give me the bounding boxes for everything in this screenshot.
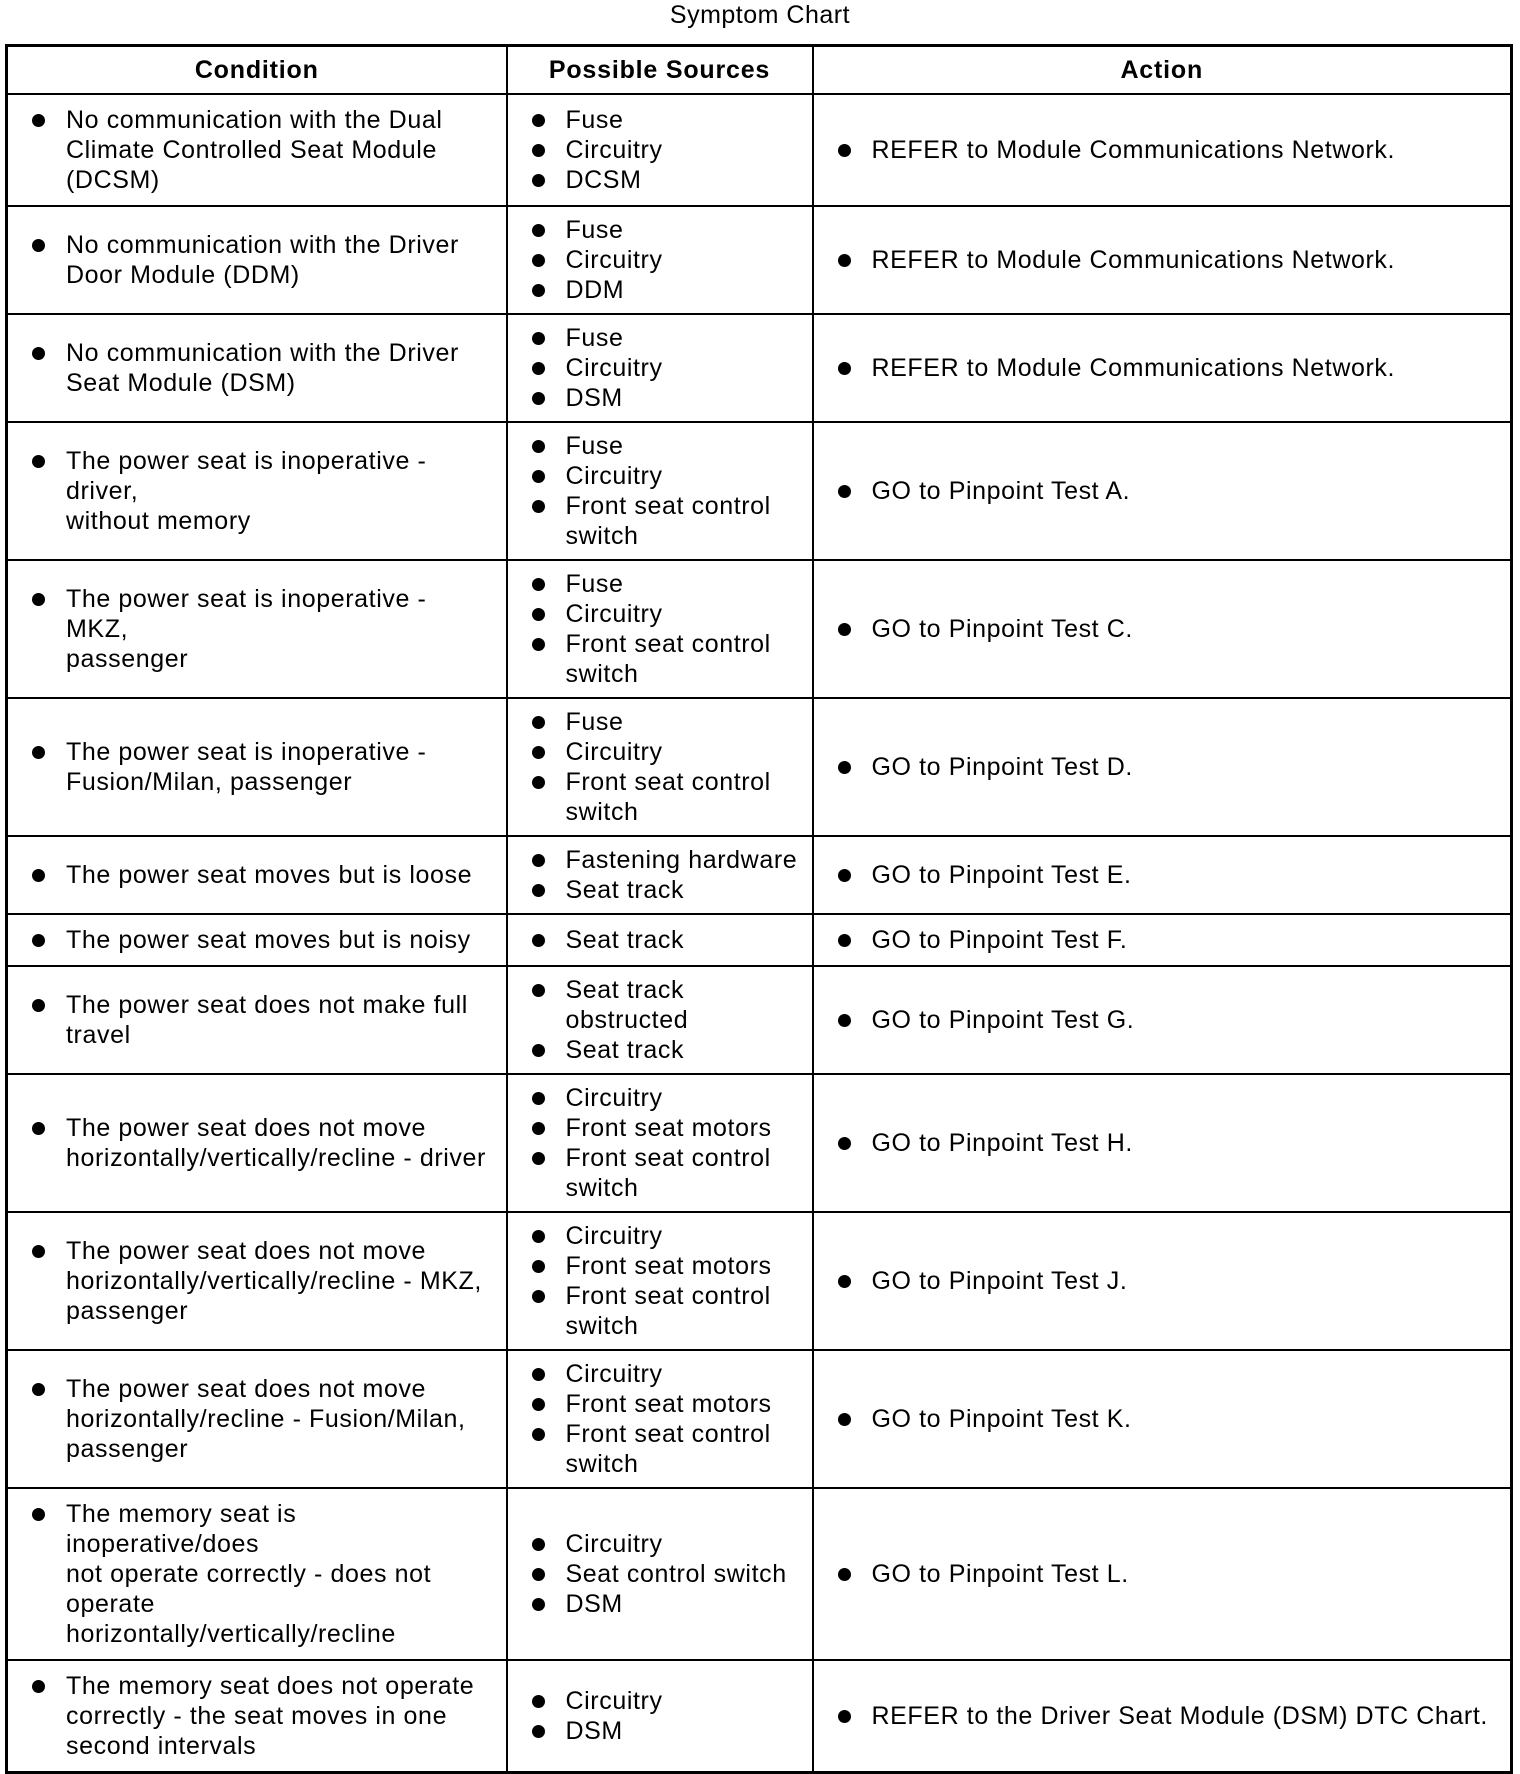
condition-text: Seat Module (DSM): [66, 369, 296, 397]
table-row: [7, 1660, 1512, 1773]
condition-item: [66, 1374, 492, 1464]
bullet-icon: [532, 144, 545, 157]
condition-text: horizontally/vertically/recline - driver: [66, 1144, 486, 1172]
bullet-icon: [838, 623, 851, 636]
source-item: [566, 1589, 804, 1619]
table-row: [7, 1350, 1512, 1488]
condition-text: The memory seat is inoperative/does: [66, 1500, 297, 1558]
source-text: Front seat motors: [565, 1114, 772, 1142]
table-row: [7, 836, 1512, 914]
condition-cell: [7, 966, 507, 1074]
condition-text: horizontally/vertically/recline - MKZ,: [66, 1267, 482, 1295]
action-item: [872, 752, 1501, 782]
source-text: Seat track obstructed: [565, 976, 689, 1034]
condition-item: [66, 230, 492, 290]
bullet-icon: [532, 1428, 545, 1441]
condition-item: [66, 737, 492, 797]
table-row: [7, 314, 1512, 422]
action-item: [872, 476, 1501, 506]
source-text: Front seat control switch: [565, 630, 771, 688]
source-text: Seat track: [565, 1036, 685, 1064]
action-text: GO to Pinpoint Test C.: [871, 615, 1133, 643]
bullet-icon: [532, 1122, 545, 1135]
sources-cell: [507, 914, 813, 966]
condition-item: [66, 1671, 492, 1761]
condition-text: Fusion/Milan, passenger: [66, 768, 353, 796]
condition-text: No communication with the Dual: [66, 106, 443, 134]
action-item: [872, 135, 1501, 165]
sources-cell: [507, 1212, 813, 1350]
source-item: [566, 629, 804, 689]
source-text: Seat track: [565, 876, 685, 904]
bullet-icon: [838, 362, 851, 375]
source-text: Front seat motors: [565, 1252, 772, 1280]
table-row: [7, 966, 1512, 1074]
sources-cell: [507, 422, 813, 560]
action-item: [872, 1128, 1501, 1158]
source-item: [566, 431, 804, 461]
condition-text: operate horizontally/vertically/recline: [66, 1590, 396, 1648]
source-item: [566, 245, 804, 275]
condition-text: The power seat moves but is noisy: [66, 926, 471, 954]
sources-cell: [507, 966, 813, 1074]
condition-text: No communication with the Driver: [66, 231, 459, 259]
action-text: GO to Pinpoint Test G.: [871, 1006, 1135, 1034]
table-row: [7, 206, 1512, 314]
condition-text: The power seat does not move: [66, 1237, 427, 1265]
condition-text: horizontally/recline - Fusion/Milan,: [66, 1405, 466, 1433]
source-item: [566, 383, 804, 413]
bullet-icon: [32, 593, 45, 606]
condition-cell: [7, 314, 507, 422]
source-text: Circuitry: [565, 1530, 663, 1558]
source-text: Circuitry: [565, 1687, 663, 1715]
condition-cell: [7, 1074, 507, 1212]
source-text: Front seat control switch: [565, 1282, 771, 1340]
bullet-icon: [532, 1290, 545, 1303]
bullet-icon: [32, 746, 45, 759]
source-item: [566, 1419, 804, 1479]
bullet-icon: [32, 1122, 45, 1135]
source-item: [566, 737, 804, 767]
condition-text: The power seat is inoperative - driver,: [66, 447, 427, 505]
action-cell: [813, 1350, 1512, 1488]
bullet-icon: [32, 455, 45, 468]
condition-cell: [7, 914, 507, 966]
action-cell: [813, 1488, 1512, 1660]
sources-cell: [507, 560, 813, 698]
condition-text: (DCSM): [66, 166, 160, 194]
bullet-icon: [532, 1152, 545, 1165]
source-item: [566, 707, 804, 737]
action-text: REFER to Module Communications Network.: [871, 354, 1396, 382]
action-text: GO to Pinpoint Test A.: [871, 477, 1131, 505]
source-item: [566, 1143, 804, 1203]
action-cell: [813, 836, 1512, 914]
bullet-icon: [532, 984, 545, 997]
condition-text: not operate correctly - does not: [66, 1560, 432, 1588]
source-text: Circuitry: [565, 246, 663, 274]
bullet-icon: [32, 239, 45, 252]
bullet-icon: [532, 1368, 545, 1381]
condition-cell: [7, 1488, 507, 1660]
action-text: GO to Pinpoint Test K.: [871, 1405, 1132, 1433]
condition-item: [66, 1236, 492, 1326]
condition-text: Door Module (DDM): [66, 261, 300, 289]
sources-cell: [507, 1660, 813, 1773]
condition-text: second intervals: [66, 1732, 257, 1760]
source-text: Fuse: [565, 324, 624, 352]
action-text: REFER to the Driver Seat Module (DSM) DTC Chart.: [871, 1702, 1488, 1730]
table-row: [7, 1074, 1512, 1212]
source-text: Fuse: [565, 106, 624, 134]
bullet-icon: [532, 224, 545, 237]
bullet-icon: [532, 1092, 545, 1105]
source-item: [566, 105, 804, 135]
condition-text: The memory seat does not operate: [66, 1672, 475, 1700]
source-text: Seat control switch: [565, 1560, 787, 1588]
action-cell: [813, 1074, 1512, 1212]
sources-cell: [507, 1350, 813, 1488]
condition-cell: [7, 698, 507, 836]
sources-cell: [507, 1488, 813, 1660]
bullet-icon: [838, 1568, 851, 1581]
source-item: [566, 599, 804, 629]
source-item: [566, 1529, 804, 1559]
action-item: [872, 925, 1501, 955]
condition-text: The power seat does not make full: [66, 991, 468, 1019]
source-text: Circuitry: [565, 354, 663, 382]
condition-item: [66, 1113, 492, 1173]
source-item: [566, 767, 804, 827]
condition-item: [66, 584, 492, 674]
source-text: DSM: [565, 1590, 623, 1618]
bullet-icon: [838, 485, 851, 498]
table-row: [7, 94, 1512, 206]
condition-item: [66, 446, 492, 536]
condition-cell: [7, 206, 507, 314]
bullet-icon: [532, 1044, 545, 1057]
source-item: [566, 925, 804, 955]
source-item: [566, 135, 804, 165]
bullet-icon: [532, 254, 545, 267]
action-cell: [813, 560, 1512, 698]
table-row: [7, 1488, 1512, 1660]
bullet-icon: [838, 254, 851, 267]
bullet-icon: [532, 1568, 545, 1581]
table-row: [7, 1212, 1512, 1350]
bullet-icon: [838, 1137, 851, 1150]
sources-cell: [507, 836, 813, 914]
bullet-icon: [532, 638, 545, 651]
header-action: Action: [813, 46, 1512, 95]
condition-text: passenger: [66, 1297, 189, 1325]
header-row: [7, 46, 1512, 95]
condition-item: [66, 925, 492, 955]
action-cell: [813, 1212, 1512, 1350]
bullet-icon: [532, 854, 545, 867]
condition-item: [66, 338, 492, 398]
condition-cell: [7, 1660, 507, 1773]
condition-cell: [7, 422, 507, 560]
source-text: DCSM: [565, 166, 642, 194]
source-item: [566, 1686, 804, 1716]
bullet-icon: [838, 1413, 851, 1426]
bullet-icon: [532, 1538, 545, 1551]
action-item: [872, 245, 1501, 275]
condition-cell: [7, 836, 507, 914]
bullet-icon: [532, 578, 545, 591]
table-row: [7, 914, 1512, 966]
source-text: Circuitry: [565, 600, 663, 628]
action-cell: [813, 206, 1512, 314]
bullet-icon: [32, 347, 45, 360]
action-item: [872, 1701, 1501, 1731]
bullet-icon: [532, 1260, 545, 1273]
condition-cell: [7, 1350, 507, 1488]
action-cell: [813, 314, 1512, 422]
action-item: [872, 614, 1501, 644]
sources-cell: [507, 698, 813, 836]
source-item: [566, 569, 804, 599]
bullet-icon: [532, 332, 545, 345]
condition-item: [66, 990, 492, 1050]
source-text: Seat track: [565, 926, 685, 954]
condition-text: passenger: [66, 1435, 189, 1463]
symptom-table: [5, 44, 1513, 1774]
source-item: [566, 215, 804, 245]
source-item: [566, 1559, 804, 1589]
action-text: GO to Pinpoint Test E.: [871, 861, 1132, 889]
source-item: [566, 323, 804, 353]
action-cell: [813, 914, 1512, 966]
bullet-icon: [32, 869, 45, 882]
source-item: [566, 491, 804, 551]
bullet-icon: [838, 1275, 851, 1288]
bullet-icon: [532, 1695, 545, 1708]
condition-item: [66, 1499, 492, 1649]
source-text: DSM: [565, 384, 623, 412]
condition-text: Climate Controlled Seat Module: [66, 136, 437, 164]
condition-cell: [7, 1212, 507, 1350]
source-item: [566, 1113, 804, 1143]
action-cell: [813, 698, 1512, 836]
table-body: [7, 94, 1512, 1773]
action-cell: [813, 966, 1512, 1074]
source-item: [566, 165, 804, 195]
source-text: Front seat control switch: [565, 768, 771, 826]
table-row: [7, 422, 1512, 560]
bullet-icon: [532, 440, 545, 453]
source-text: DDM: [565, 276, 625, 304]
bullet-icon: [532, 174, 545, 187]
source-item: [566, 1281, 804, 1341]
table-row: [7, 560, 1512, 698]
source-text: Circuitry: [565, 462, 663, 490]
page-title: Symptom Chart: [669, 1, 851, 29]
source-item: [566, 1083, 804, 1113]
bullet-icon: [838, 934, 851, 947]
bullet-icon: [32, 1245, 45, 1258]
bullet-icon: [532, 1598, 545, 1611]
bullet-icon: [838, 144, 851, 157]
bullet-icon: [532, 362, 545, 375]
sources-cell: [507, 206, 813, 314]
source-text: Front seat control switch: [565, 492, 771, 550]
source-text: Fastening hardware: [565, 846, 798, 874]
source-text: Fuse: [565, 432, 624, 460]
source-text: Circuitry: [565, 1360, 663, 1388]
source-text: Fuse: [565, 570, 624, 598]
source-item: [566, 845, 804, 875]
bullet-icon: [532, 746, 545, 759]
source-item: [566, 875, 804, 905]
action-text: REFER to Module Communications Network.: [871, 246, 1396, 274]
source-item: [566, 1716, 804, 1746]
bullet-icon: [532, 934, 545, 947]
condition-cell: [7, 94, 507, 206]
bullet-icon: [32, 1383, 45, 1396]
source-item: [566, 1221, 804, 1251]
action-text: GO to Pinpoint Test L.: [871, 1560, 1129, 1588]
bullet-icon: [838, 1014, 851, 1027]
action-cell: [813, 94, 1512, 206]
condition-text: The power seat is inoperative -: [66, 738, 427, 766]
source-item: [566, 461, 804, 491]
sources-cell: [507, 1074, 813, 1212]
action-cell: [813, 1660, 1512, 1773]
bullet-icon: [532, 1398, 545, 1411]
condition-text: No communication with the Driver: [66, 339, 459, 367]
action-item: [872, 1404, 1501, 1434]
condition-text: travel: [66, 1021, 131, 1049]
source-text: Fuse: [565, 216, 624, 244]
bullet-icon: [838, 1710, 851, 1723]
condition-text: passenger: [66, 645, 189, 673]
condition-cell: [7, 560, 507, 698]
sources-cell: [507, 94, 813, 206]
header-condition: Condition: [7, 46, 507, 95]
bullet-icon: [532, 884, 545, 897]
condition-text: The power seat moves but is loose: [66, 861, 473, 889]
action-item: [872, 1266, 1501, 1296]
bullet-icon: [532, 716, 545, 729]
bullet-icon: [532, 470, 545, 483]
action-cell: [813, 422, 1512, 560]
source-item: [566, 1389, 804, 1419]
bullet-icon: [32, 1680, 45, 1693]
action-item: [872, 353, 1501, 383]
action-item: [872, 1559, 1501, 1589]
source-text: Circuitry: [565, 136, 663, 164]
bullet-icon: [532, 500, 545, 513]
condition-item: [66, 860, 492, 890]
sources-cell: [507, 314, 813, 422]
bullet-icon: [32, 999, 45, 1012]
source-text: DSM: [565, 1717, 623, 1745]
source-text: Circuitry: [565, 738, 663, 766]
source-text: Front seat motors: [565, 1390, 772, 1418]
source-item: [566, 975, 804, 1035]
action-text: GO to Pinpoint Test D.: [871, 753, 1133, 781]
condition-text: The power seat does not move: [66, 1375, 427, 1403]
bullet-icon: [532, 392, 545, 405]
condition-text: The power seat does not move: [66, 1114, 427, 1142]
source-item: [566, 353, 804, 383]
bullet-icon: [838, 761, 851, 774]
source-text: Circuitry: [565, 1222, 663, 1250]
bullet-icon: [838, 869, 851, 882]
condition-text: The power seat is inoperative - MKZ,: [66, 585, 427, 643]
source-item: [566, 275, 804, 305]
bullet-icon: [532, 114, 545, 127]
bullet-icon: [532, 608, 545, 621]
bullet-icon: [32, 1508, 45, 1521]
bullet-icon: [532, 776, 545, 789]
bullet-icon: [32, 934, 45, 947]
action-text: GO to Pinpoint Test F.: [871, 926, 1128, 954]
condition-item: [66, 105, 492, 195]
source-item: [566, 1035, 804, 1065]
source-text: Front seat control switch: [565, 1144, 771, 1202]
source-text: Circuitry: [565, 1084, 663, 1112]
condition-text: without memory: [66, 507, 251, 535]
action-text: GO to Pinpoint Test H.: [871, 1129, 1133, 1157]
bullet-icon: [532, 284, 545, 297]
source-text: Fuse: [565, 708, 624, 736]
header-possible-sources: Possible Sources: [507, 46, 813, 95]
source-item: [566, 1251, 804, 1281]
action-text: GO to Pinpoint Test J.: [871, 1267, 1128, 1295]
condition-text: correctly - the seat moves in one: [66, 1702, 448, 1730]
bullet-icon: [32, 114, 45, 127]
source-text: Front seat control switch: [565, 1420, 771, 1478]
action-item: [872, 860, 1501, 890]
bullet-icon: [532, 1230, 545, 1243]
action-text: REFER to Module Communications Network.: [871, 136, 1396, 164]
table-row: [7, 698, 1512, 836]
source-item: [566, 1359, 804, 1389]
action-item: [872, 1005, 1501, 1035]
